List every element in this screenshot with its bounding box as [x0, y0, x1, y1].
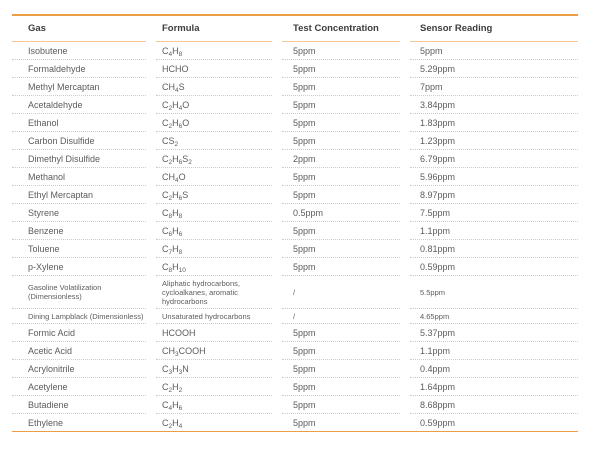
table-row	[12, 378, 578, 396]
gas-cell-text: Acetylene	[28, 381, 68, 392]
test-concentration-cell-text: /	[293, 311, 296, 321]
gas-cell	[12, 150, 146, 168]
formula-cell-text: Unsaturated hydrocarbons	[162, 311, 251, 321]
test-concentration-cell-text: 5ppm	[293, 63, 316, 74]
formula-cell-text: $CH_4O$	[162, 171, 186, 184]
test-concentration-cell-text: 5ppm	[293, 117, 316, 128]
table-row	[12, 276, 578, 309]
test-concentration-cell-text: 2ppm	[293, 153, 316, 164]
formula-cell	[156, 222, 272, 240]
formula-cell	[156, 96, 272, 114]
sensor-reading-cell-text: 1.83ppm	[420, 117, 456, 128]
test-concentration-cell-text: 5ppm	[293, 225, 316, 236]
sensor-reading-cell-text: 8.68ppm	[420, 399, 456, 410]
test-concentration-cell-text: 5ppm	[293, 171, 316, 182]
sensor-reading-cell-text: 8.97ppm	[420, 189, 456, 200]
sensor-reading-cell	[410, 132, 578, 150]
formula-cell-text: $C_3H_3N$	[162, 363, 189, 376]
formula-cell-text: $C_2H_6S$	[162, 189, 189, 202]
gas-cell-text: Benzene	[28, 225, 64, 236]
formula-cell-text: $C_2H_2$	[162, 381, 183, 394]
formula-cell	[156, 114, 272, 132]
gas-cell	[12, 114, 146, 132]
sensor-reading-cell	[410, 96, 578, 114]
gas-cell-text: p-Xylene	[28, 261, 64, 272]
gas-cell-text: Gasoline Volatilization (Dimensionless)	[28, 283, 102, 301]
gas-cell-text: Styrene	[28, 207, 60, 218]
test-concentration-cell	[282, 150, 400, 168]
formula-cell	[156, 309, 272, 324]
gas-cell-text: Dining Lampblack (Dimensionless)	[28, 311, 144, 321]
sensor-reading-cell	[410, 186, 578, 204]
sensor-reading-cell	[410, 78, 578, 96]
sensor-reading-cell	[410, 360, 578, 378]
gas-cell	[12, 186, 146, 204]
gas-cell-text: Toluene	[28, 243, 60, 254]
formula-cell	[156, 150, 272, 168]
sensor-reading-cell-text: 5.5ppm	[420, 287, 446, 297]
sensor-reading-cell-text: 5ppm	[420, 45, 443, 56]
formula-cell	[156, 60, 272, 78]
test-concentration-cell	[282, 342, 400, 360]
sensor-reading-cell	[410, 150, 578, 168]
formula-cell	[156, 276, 272, 309]
table-row	[12, 114, 578, 132]
formula-cell	[156, 396, 272, 414]
test-concentration-cell	[282, 324, 400, 342]
gas-cell	[12, 168, 146, 186]
test-concentration-cell	[282, 276, 400, 309]
table-row	[12, 342, 578, 360]
sensor-reading-cell-text: 5.29ppm	[420, 63, 456, 74]
gas-cell	[12, 276, 146, 309]
formula-cell-text: $C_8H_8$	[162, 207, 183, 220]
test-concentration-cell-text: 5ppm	[293, 135, 316, 146]
gas-cell	[12, 132, 146, 150]
gas-cell-text: Isobutene	[28, 45, 68, 56]
sensor-reading-cell	[410, 168, 578, 186]
test-concentration-cell	[282, 258, 400, 276]
gas-cell	[12, 240, 146, 258]
formula-cell-text: $C_6H_6$	[162, 225, 183, 238]
formula-cell-text: $CH_3COOH$	[162, 345, 206, 358]
formula-cell-text: Aliphatic hydrocarbons, cycloalkanes, aromatic hydrocarbons	[162, 278, 240, 306]
formula-cell	[156, 378, 272, 396]
formula-cell-text: $CH_4S$	[162, 81, 185, 94]
sensor-reading-cell	[410, 342, 578, 360]
gas-cell-text: Acetaldehyde	[28, 99, 83, 110]
gas-cell	[12, 378, 146, 396]
sensor-reading-cell	[410, 222, 578, 240]
gas-cell	[12, 42, 146, 60]
sensor-reading-cell-text: 1.1ppm	[420, 225, 451, 236]
gas-cell-text: Carbon Disulfide	[28, 135, 95, 146]
gas-cell	[12, 360, 146, 378]
test-concentration-cell-text: /	[293, 287, 296, 297]
formula-cell-text: $C_8H_{10}$	[162, 261, 186, 274]
formula-cell-text: $C_2H_4O$	[162, 99, 190, 112]
table-row	[12, 324, 578, 342]
formula-cell-text: $CS_2$	[162, 135, 179, 148]
formula-cell-text: $C_4H_6$	[162, 399, 183, 412]
formula-cell	[156, 324, 272, 342]
sensor-reading-cell-text: 4.65ppm	[420, 311, 450, 321]
sensor-reading-cell	[410, 414, 578, 431]
test-concentration-cell	[282, 60, 400, 78]
test-concentration-cell	[282, 96, 400, 114]
formula-cell-text: $C_2H_4$	[162, 417, 183, 430]
formula-cell	[156, 204, 272, 222]
table-row	[12, 60, 578, 78]
formula-cell	[156, 342, 272, 360]
test-concentration-cell-text: 5ppm	[293, 45, 316, 56]
test-concentration-cell	[282, 168, 400, 186]
table-row	[12, 309, 578, 324]
gas-cell	[12, 222, 146, 240]
gas-cell	[12, 324, 146, 342]
gas-cell	[12, 342, 146, 360]
gas-cell	[12, 309, 146, 324]
sensor-reading-cell-text: 5.37ppm	[420, 327, 456, 338]
test-concentration-cell	[282, 414, 400, 431]
sensor-reading-cell	[410, 42, 578, 60]
sensor-reading-cell-text: 0.81ppm	[420, 243, 456, 254]
test-concentration-cell-text: 5ppm	[293, 81, 316, 92]
gas-cell-text: Ethyl Mercaptan	[28, 189, 94, 200]
test-concentration-cell-text: 5ppm	[293, 189, 316, 200]
column-header-formula: Formula	[156, 16, 272, 42]
table-row	[12, 240, 578, 258]
table-row	[12, 168, 578, 186]
test-concentration-cell	[282, 78, 400, 96]
table-body	[12, 42, 578, 431]
formula-cell	[156, 78, 272, 96]
sensor-reading-cell	[410, 324, 578, 342]
sensor-reading-cell-text: 1.23ppm	[420, 135, 456, 146]
formula-cell	[156, 414, 272, 431]
sensor-reading-cell-text: 7.5ppm	[420, 207, 451, 218]
gas-cell	[12, 204, 146, 222]
test-concentration-cell-text: 5ppm	[293, 243, 316, 254]
test-concentration-cell	[282, 222, 400, 240]
sensor-reading-cell-text: 0.59ppm	[420, 417, 456, 428]
test-concentration-cell	[282, 186, 400, 204]
test-concentration-cell-text: 5ppm	[293, 417, 316, 428]
column-header-test-concentration: Test Concentration	[282, 16, 400, 42]
sensor-reading-cell	[410, 276, 578, 309]
sensor-reading-cell	[410, 396, 578, 414]
gas-cell	[12, 78, 146, 96]
table-row	[12, 186, 578, 204]
test-concentration-cell	[282, 360, 400, 378]
gas-cell	[12, 258, 146, 276]
column-header-gas: Gas	[12, 16, 146, 42]
formula-cell-text: $C_2H_6S_2$	[162, 153, 192, 166]
sensor-reading-cell	[410, 60, 578, 78]
sensor-reading-cell-text: 0.4ppm	[420, 363, 451, 374]
test-concentration-cell-text: 5ppm	[293, 99, 316, 110]
table-row	[12, 360, 578, 378]
gas-cell-text: Ethylene	[28, 417, 64, 428]
table-row	[12, 132, 578, 150]
formula-cell	[156, 132, 272, 150]
gas-cell-text: Methanol	[28, 171, 66, 182]
gas-sensor-reading-table	[12, 14, 578, 432]
test-concentration-cell-text: 5ppm	[293, 261, 316, 272]
sensor-reading-cell	[410, 378, 578, 396]
test-concentration-cell	[282, 240, 400, 258]
sensor-reading-cell	[410, 258, 578, 276]
table-row	[12, 150, 578, 168]
gas-cell-text: Acrylonitrile	[28, 363, 75, 374]
test-concentration-cell-text: 5ppm	[293, 327, 316, 338]
gas-cell	[12, 396, 146, 414]
table-row	[12, 396, 578, 414]
gas-cell-text: Dimethyl Disulfide	[28, 153, 101, 164]
formula-cell	[156, 360, 272, 378]
gas-cell-text: Formic Acid	[28, 327, 76, 338]
test-concentration-cell-text: 5ppm	[293, 363, 316, 374]
gas-cell	[12, 60, 146, 78]
formula-cell	[156, 258, 272, 276]
gas-cell	[12, 96, 146, 114]
table-row	[12, 78, 578, 96]
table-row	[12, 96, 578, 114]
sensor-reading-cell-text: 3.84ppm	[420, 99, 456, 110]
formula-cell-text: $C_2H_6O$	[162, 117, 190, 130]
test-concentration-cell-text: 5ppm	[293, 399, 316, 410]
gas-cell-text: Butadiene	[28, 399, 69, 410]
test-concentration-cell	[282, 42, 400, 60]
gas-cell-text: Formaldehyde	[28, 63, 86, 74]
gas-cell-text: Acetic Acid	[28, 345, 73, 356]
sensor-reading-cell-text: 0.59ppm	[420, 261, 456, 272]
formula-cell	[156, 168, 272, 186]
formula-cell	[156, 186, 272, 204]
sensor-reading-cell-text: 1.1ppm	[420, 345, 451, 356]
formula-cell	[156, 240, 272, 258]
table-row	[12, 258, 578, 276]
test-concentration-cell-text: 5ppm	[293, 381, 316, 392]
sensor-reading-cell-text: 6.79ppm	[420, 153, 456, 164]
table-header-row	[12, 16, 578, 42]
table-row	[12, 42, 578, 60]
test-concentration-cell	[282, 396, 400, 414]
table-row	[12, 204, 578, 222]
test-concentration-cell-text: 5ppm	[293, 345, 316, 356]
formula-cell-text: $C_4H_8$	[162, 45, 183, 58]
sensor-reading-cell	[410, 114, 578, 132]
test-concentration-cell	[282, 204, 400, 222]
sensor-reading-cell	[410, 240, 578, 258]
table-row	[12, 414, 578, 431]
test-concentration-cell	[282, 114, 400, 132]
formula-cell-text: $C_7H_8$	[162, 243, 183, 256]
sensor-reading-cell-text: 5.96ppm	[420, 171, 456, 182]
sensor-reading-cell-text: 7ppm	[420, 81, 443, 92]
table-row	[12, 222, 578, 240]
sensor-reading-cell	[410, 309, 578, 324]
formula-cell-text: HCOOH	[162, 327, 196, 338]
test-concentration-cell-text: 0.5ppm	[293, 207, 324, 218]
gas-cell	[12, 414, 146, 431]
sensor-reading-cell-text: 1.64ppm	[420, 381, 456, 392]
gas-cell-text: Ethanol	[28, 117, 59, 128]
test-concentration-cell	[282, 132, 400, 150]
gas-cell-text: Methyl Mercaptan	[28, 81, 100, 92]
test-concentration-cell	[282, 378, 400, 396]
formula-cell	[156, 42, 272, 60]
test-concentration-cell	[282, 309, 400, 324]
column-header-sensor-reading: Sensor Reading	[410, 16, 578, 42]
sensor-reading-cell	[410, 204, 578, 222]
formula-cell-text: HCHO	[162, 63, 189, 74]
